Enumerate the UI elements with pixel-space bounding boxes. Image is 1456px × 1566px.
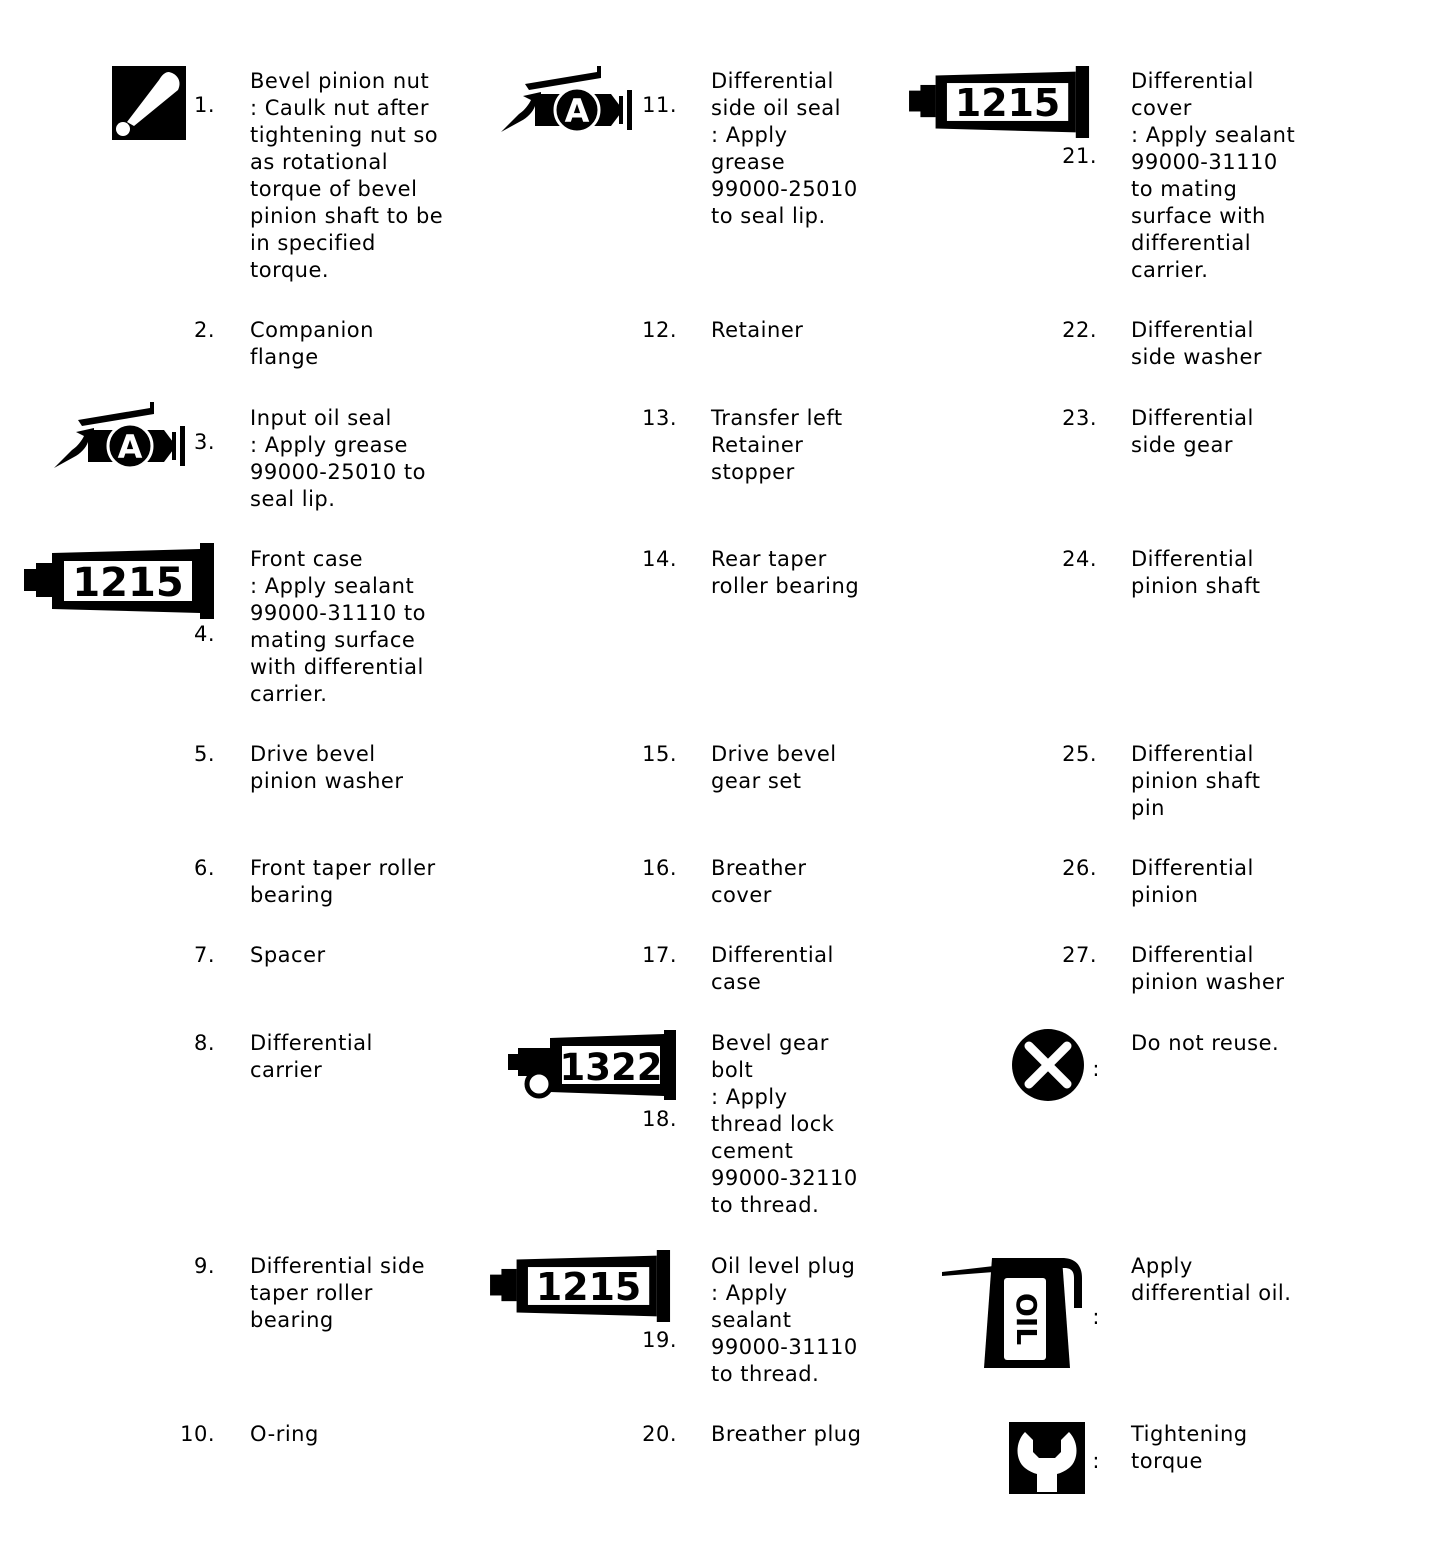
item-7-text: Spacer <box>250 943 326 967</box>
legend-torque-text: Tightening torque <box>1131 1422 1248 1473</box>
item-22-text: Differential side washer <box>1131 318 1263 369</box>
item-4-number: 4. <box>193 622 215 646</box>
item-26-number: 26. <box>1062 856 1097 880</box>
item-16-text: Breather cover <box>711 856 807 907</box>
item-1-number: 1. <box>193 93 215 117</box>
legend-torque-colon: : <box>1092 1449 1100 1473</box>
item-11-number: 11. <box>642 93 677 117</box>
legend-oil-colon: : <box>1092 1305 1100 1329</box>
item-27-text: Differential pinion washer <box>1131 943 1285 994</box>
item-8-number: 8. <box>193 1031 215 1055</box>
item-12-number: 12. <box>642 318 677 342</box>
sealant-tube-icon <box>904 66 1096 142</box>
grease-letter: A <box>564 92 590 130</box>
item-25-number: 25. <box>1062 742 1097 766</box>
legend-oil-text: Apply differential oil. <box>1131 1254 1292 1305</box>
item-21-text: Differential cover : Apply sealant 99000-31110 to mating surface with differential carrier. <box>1131 69 1296 282</box>
item-24-text: Differential pinion shaft <box>1131 547 1261 598</box>
item-4-text: Front case : Apply sealant 99000-31110 to mating surface with differential carrier. <box>250 547 426 706</box>
item-7-number: 7. <box>193 943 215 967</box>
item-23-text: Differential side gear <box>1131 406 1254 457</box>
item-20-text: Breather plug <box>711 1422 862 1446</box>
item-9-number: 9. <box>193 1254 215 1278</box>
item-9-text: Differential side taper roller bearing <box>250 1254 426 1332</box>
item-2-number: 2. <box>193 318 215 342</box>
oil-label: OIL <box>1010 1292 1043 1346</box>
grease-A-icon <box>501 66 633 146</box>
item-22-number: 22. <box>1062 318 1097 342</box>
item-8-text: Differential carrier <box>250 1031 373 1082</box>
item-17-text: Differential case <box>711 943 834 994</box>
item-23-number: 23. <box>1062 406 1097 430</box>
threadlock-code: 1322 <box>559 1046 663 1089</box>
item-6-text: Front taper roller bearing <box>250 856 436 907</box>
item-15-number: 15. <box>642 742 677 766</box>
item-13-text: Transfer left Retainer stopper <box>711 406 843 484</box>
sealant-tube-icon <box>485 1250 677 1326</box>
item-25-text: Differential pinion shaft pin <box>1131 742 1261 820</box>
sealant-code: 1215 <box>954 81 1061 126</box>
item-14-text: Rear taper roller bearing <box>711 547 860 598</box>
item-10-text: O-ring <box>250 1422 319 1446</box>
item-17-number: 17. <box>642 943 677 967</box>
item-24-number: 24. <box>1062 547 1097 571</box>
item-12-text: Retainer <box>711 318 804 342</box>
item-5-text: Drive bevel pinion washer <box>250 742 404 793</box>
item-2-text: Companion flange <box>250 318 374 369</box>
item-21-number: 21. <box>1062 144 1097 168</box>
item-16-number: 16. <box>642 856 677 880</box>
item-27-number: 27. <box>1062 943 1097 967</box>
item-14-number: 14. <box>642 547 677 571</box>
item-3-number: 3. <box>193 430 215 454</box>
thread-lock-tube-icon <box>508 1030 676 1104</box>
item-19-number: 19. <box>642 1328 677 1352</box>
item-20-number: 20. <box>642 1422 677 1446</box>
item-18-number: 18. <box>642 1107 677 1131</box>
legend-noreuse-colon: : <box>1092 1057 1100 1081</box>
item-13-number: 13. <box>642 406 677 430</box>
item-19-text: Oil level plug : Apply sealant 99000-31110 to thread. <box>711 1254 858 1386</box>
item-26-text: Differential pinion <box>1131 856 1254 907</box>
sealant-code: 1215 <box>72 560 184 606</box>
item-18-text: Bevel gear bolt : Apply thread lock cement 99000-32110 to thread. <box>711 1031 858 1217</box>
item-15-text: Drive bevel gear set <box>711 742 837 793</box>
grease-letter: A <box>117 428 143 466</box>
sealant-code: 1215 <box>535 1265 642 1310</box>
item-11-text: Differential side oil seal : Apply grease 99000-25010 to seal lip. <box>711 69 858 228</box>
sealant-tube-icon <box>24 543 216 623</box>
item-3-text: Input oil seal : Apply grease 99000-25010 to seal lip. <box>250 406 426 511</box>
item-5-number: 5. <box>193 742 215 766</box>
item-1-text: Bevel pinion nut : Caulk nut after tightening nut so as rotational torque of bevel pinion shaft to be in specified torque. <box>250 69 444 282</box>
item-10-number: 10. <box>180 1422 215 1446</box>
legend-noreuse-text: Do not reuse. <box>1131 1031 1280 1055</box>
item-6-number: 6. <box>193 856 215 880</box>
